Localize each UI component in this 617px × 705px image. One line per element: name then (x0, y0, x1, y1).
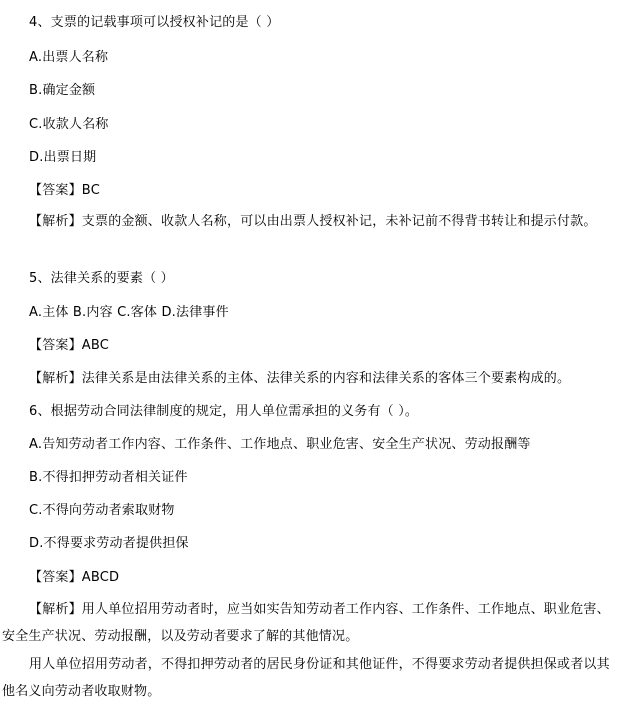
question-4-analysis: 【解析】支票的金额、收款人名称，可以由出票人授权补记，未补记前不得背书转让和提示付款。 (29, 214, 597, 229)
question-6-option-d: D.不得要求劳动者提供担保 (29, 536, 189, 551)
question-6-answer: 【答案】ABCD (29, 570, 120, 585)
question-6-analysis-extra: 用人单位招用劳动者，不得扣押劳动者的居民身份证和其他证件，不得要求劳动者提供担保或者以其他名义向劳动者收取财物。 (2, 657, 610, 699)
question-5-stem: 5、法律关系的要素（ ） (29, 271, 174, 286)
question-5-analysis: 【解析】法律关系是由法律关系的主体、法律关系的内容和法律关系的客体三个要素构成的。 (29, 371, 571, 386)
question-5-answer: 【答案】ABC (29, 338, 110, 353)
question-6-stem: 6、根据劳动合同法律制度的规定，用人单位需承担的义务有（ ）。 (29, 404, 419, 419)
question-6-analysis: 【解析】用人单位招用劳动者时，应当如实告知劳动者工作内容、工作条件、工作地点、职业危害、安全生产状况、劳动报酬，以及劳动者要求了解的其他情况。 (2, 602, 610, 644)
question-5-options: A.主体 B.内容 C.客体 D.法律事件 (29, 305, 229, 320)
question-4-option-a: A.出票人名称 (29, 50, 109, 65)
question-6-option-a: A.告知劳动者工作内容、工作条件、工作地点、职业危害、安全生产状况、劳动报酬等 (29, 437, 531, 452)
question-6-option-c: C.不得向劳动者索取财物 (29, 503, 175, 518)
question-4-answer: 【答案】BC (29, 183, 100, 198)
question-6-option-b: B.不得扣押劳动者相关证件 (29, 470, 188, 485)
question-4-option-c: C.收款人名称 (29, 117, 109, 132)
question-4-option-b: B.确定金额 (29, 83, 96, 98)
question-4-stem: 4、支票的记载事项可以授权补记的是（ ） (29, 15, 280, 30)
question-4-option-d: D.出票日期 (29, 150, 97, 165)
